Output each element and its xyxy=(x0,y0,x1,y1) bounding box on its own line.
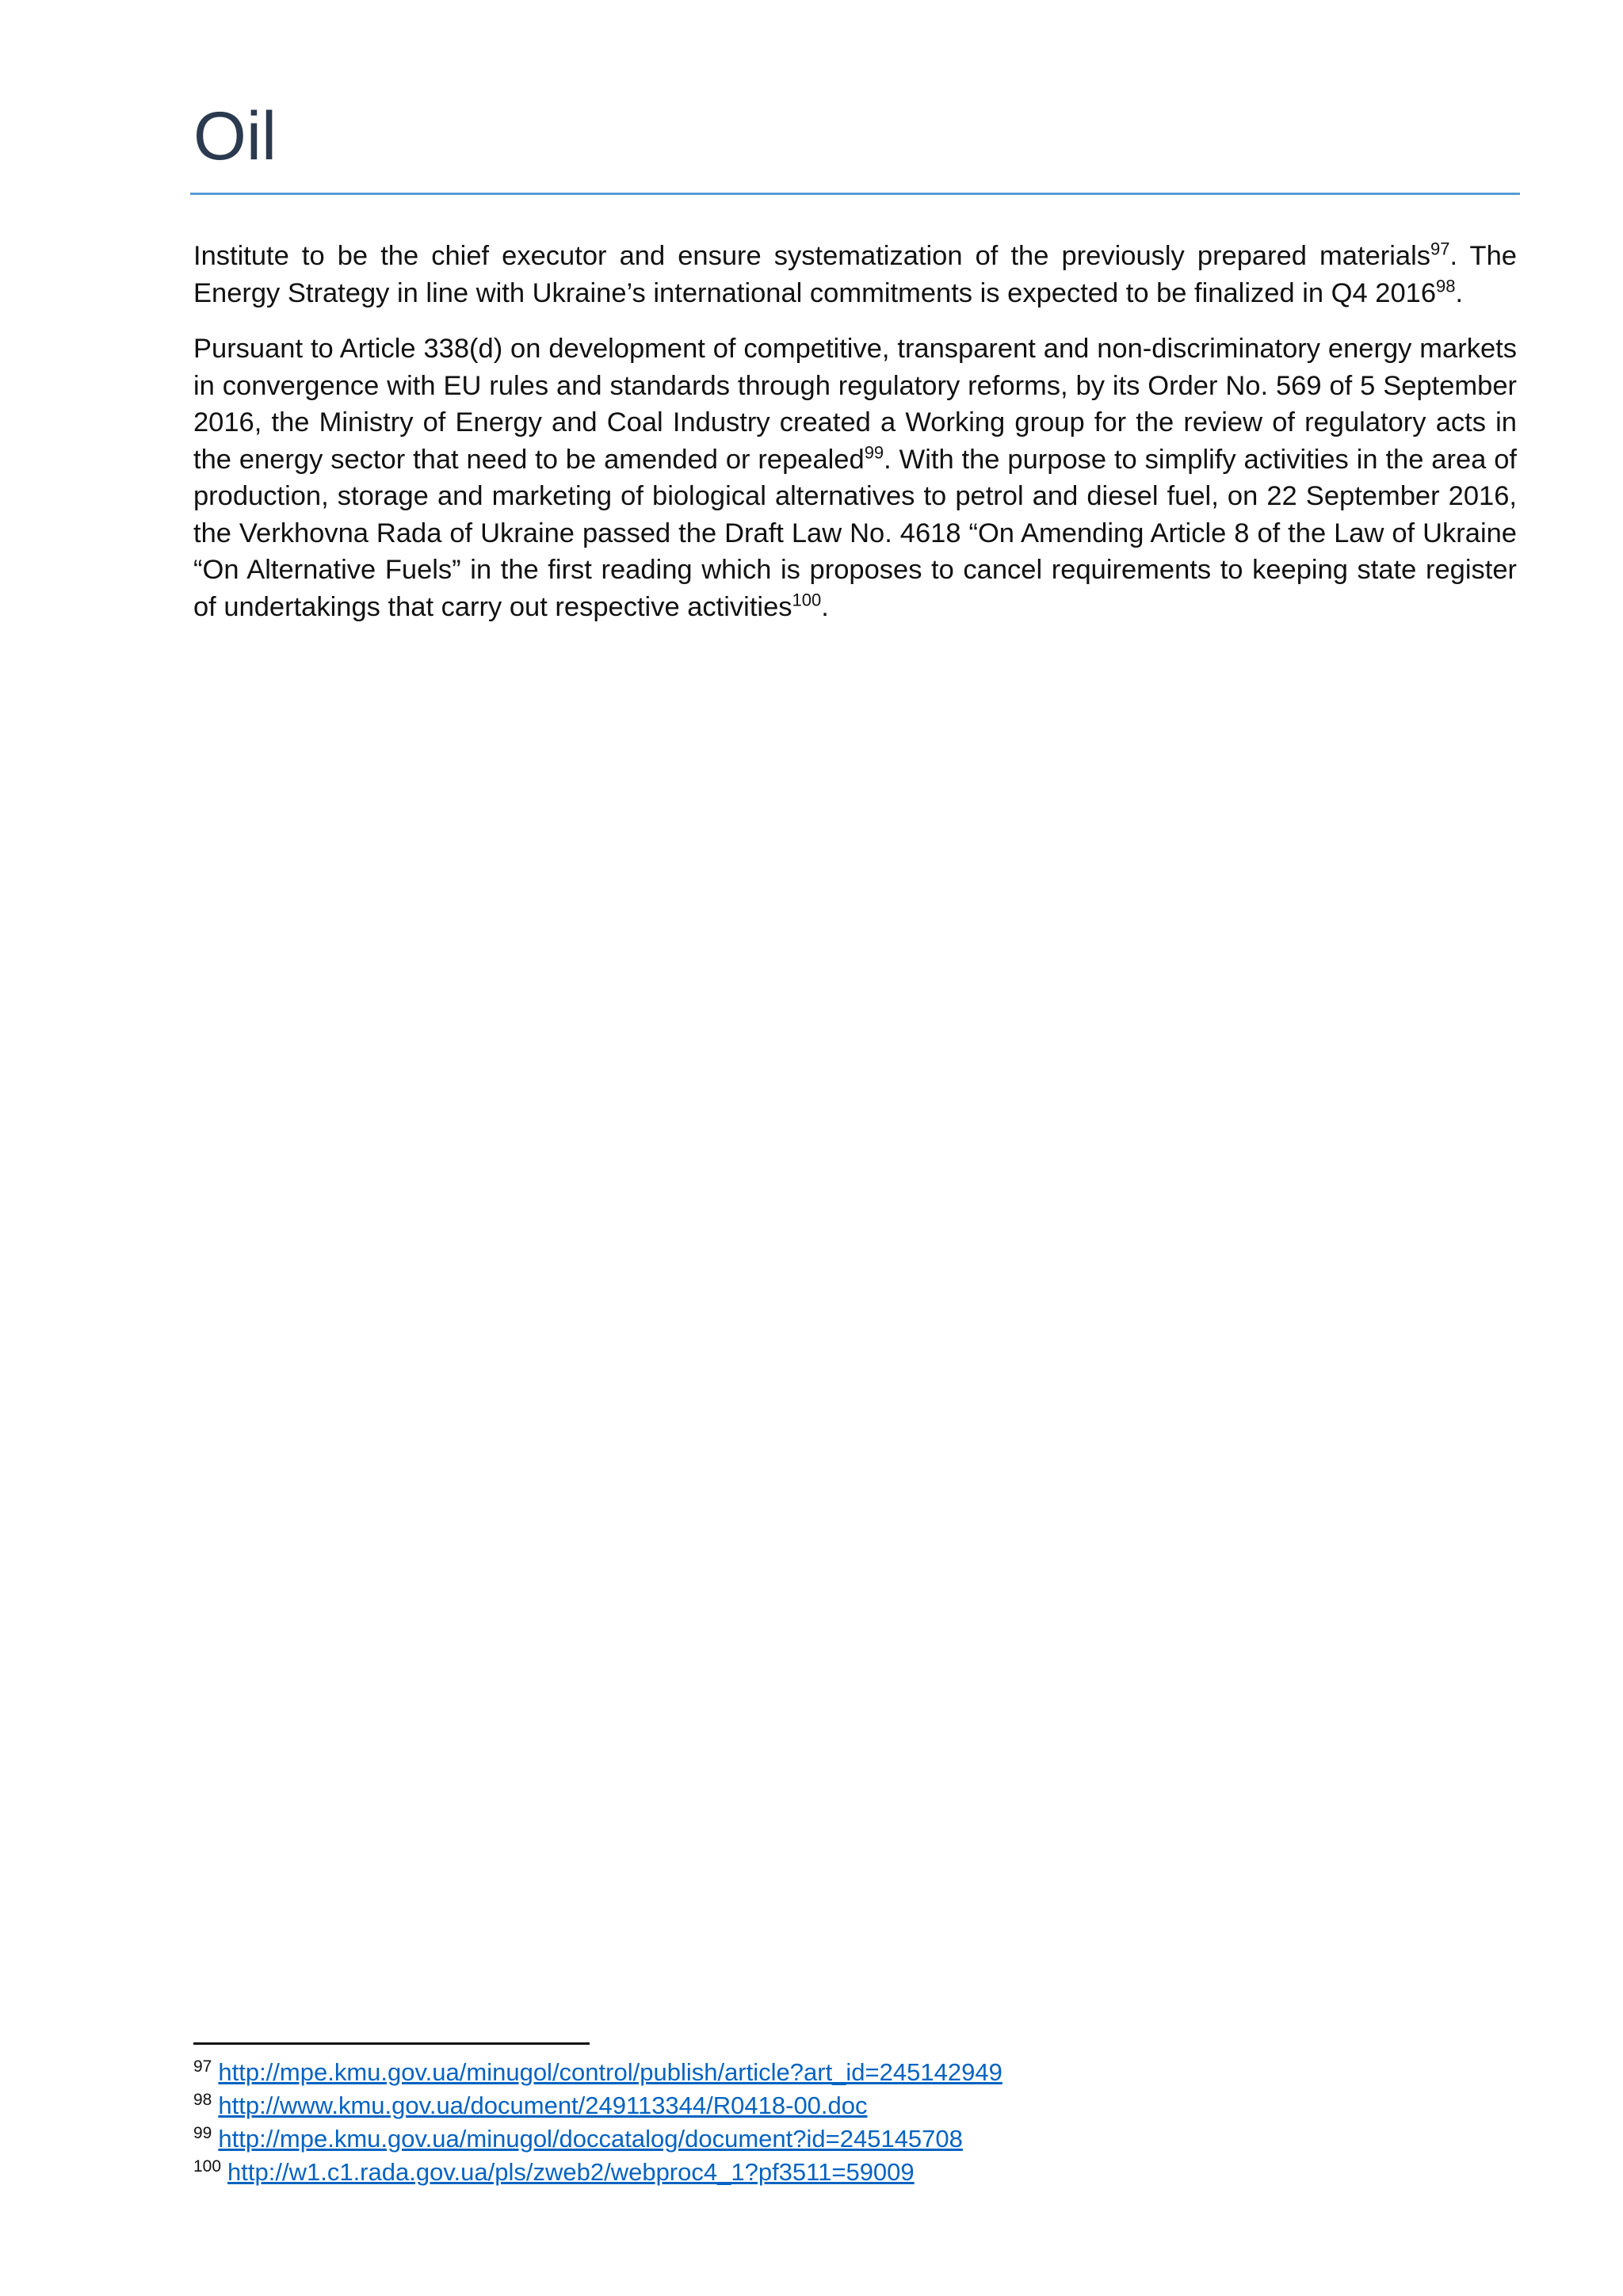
paragraph-2 xyxy=(193,330,1517,625)
text-segment: . xyxy=(1455,277,1464,308)
footnote-100 xyxy=(193,2156,1461,2189)
footnote-separator xyxy=(193,2042,590,2045)
footnote-link[interactable]: http://mpe.kmu.gov.ua/minugol/doccatalog/document?id=245145708 xyxy=(218,2125,963,2153)
footnote-number: 99 xyxy=(193,2123,212,2142)
footnote-link[interactable]: http://www.kmu.gov.ua/document/249113344/R0418-00.doc xyxy=(218,2092,868,2119)
text-segment: . xyxy=(821,591,829,622)
footnotes xyxy=(193,2056,1461,2189)
footnote-number: 100 xyxy=(193,2157,222,2176)
text-segment: . The Energy Strategy in line with Ukraine’s international commitments is expected to be finalized in Q4 2016 xyxy=(193,241,1517,308)
footnote-99 xyxy=(193,2122,1461,2156)
footnote-ref-99[interactable]: 99 xyxy=(864,442,884,462)
title-underline xyxy=(190,193,1520,195)
footnote-number: 98 xyxy=(193,2090,212,2109)
text-segment: Institute to be the chief executor and ensure systematization of the previously prepared materials xyxy=(193,241,1431,271)
footnote-link[interactable]: http://w1.c1.rada.gov.ua/pls/zweb2/webproc4_1?pf3511=59009 xyxy=(227,2158,915,2186)
footnote-number: 97 xyxy=(193,2057,212,2076)
footnote-ref-100[interactable]: 100 xyxy=(792,590,822,609)
document-body xyxy=(193,238,1517,644)
footnote-ref-97[interactable]: 97 xyxy=(1430,239,1450,259)
text-segment: Pursuant to Article 338(d) on development of competitive, transparent and non-discriminatory energy markets in convergence with EU rules and standards through regulatory reforms, by its Order No. 569 of 5 September 2016, the Ministry of Energy and Coal Industry created a Working group for the review of regulatory acts in the energy sector that need to be amended or repealed xyxy=(193,334,1517,475)
footnote-link[interactable]: http://mpe.kmu.gov.ua/minugol/control/publish/article?art_id=245142949 xyxy=(218,2058,1002,2086)
footnote-98 xyxy=(193,2089,1461,2122)
text-segment: . With the purpose to simplify activities in the area of production, storage and marketing of biological alternatives to petrol and diesel fuel, on 22 September 2016, the Verkhovna Rada of Ukraine passed the Draft Law No. 4618 “On Amending Article 8 of the Law of Ukraine “On Alternative Fuels” in the first reading which is proposes to cancel requirements to keeping state register of undertakings that carry out respective activities xyxy=(193,444,1518,622)
footnote-ref-98[interactable]: 98 xyxy=(1436,276,1456,296)
page-title: Oil xyxy=(193,98,277,174)
paragraph-1 xyxy=(193,238,1517,311)
footnote-97 xyxy=(193,2056,1461,2089)
